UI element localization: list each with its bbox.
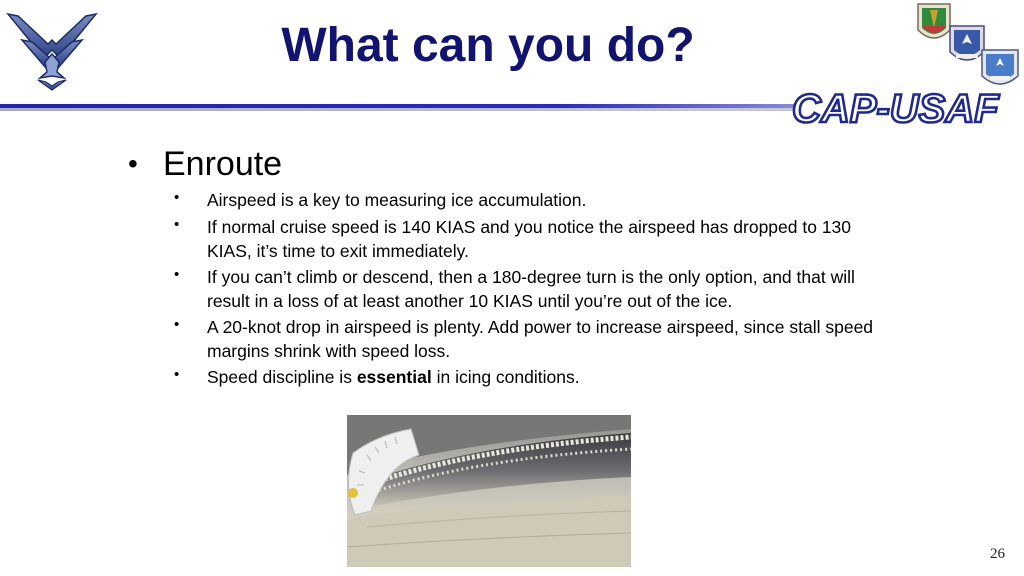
main-bullet-label: Enroute [163,145,283,183]
sub-bullet: • Speed discipline is essential in icing conditions. [174,365,894,389]
bullet-icon: • [174,266,180,283]
iced-wing-photo [347,415,631,567]
slide-title: What can you do? [281,19,695,72]
emphasis: essential [356,367,432,387]
cap-usaf-brand [788,86,1024,130]
header-rule-shadow [0,108,800,111]
sub-bullet: • Airspeed is a key to measuring ice accumulation. [174,188,894,212]
sub-bullet: • A 20-knot drop in airspeed is plenty. Add power to increase airspeed, since stall speed margins shrink with speed loss. [174,315,894,363]
bullet-icon: • [174,316,180,333]
bullet-icon: • [174,366,180,383]
bullet-icon: • [128,148,138,179]
page-number: 26 [990,546,1005,562]
command-patch-icons [912,2,1024,90]
sub-bullet: • If you can’t climb or descend, then a 180-degree turn is the only option, and that will result in a loss of at least another 10 KIAS until you’re out of the ice. [174,265,894,313]
sub-bullet: • If normal cruise speed is 140 KIAS and you notice the airspeed has dropped to 130 KIAS, it’s time to exit immediately. [174,215,894,263]
svg-text:CAP-USAF: CAP-USAF [792,87,999,130]
bullet-icon: • [174,189,180,206]
bullet-icon: • [174,216,180,233]
